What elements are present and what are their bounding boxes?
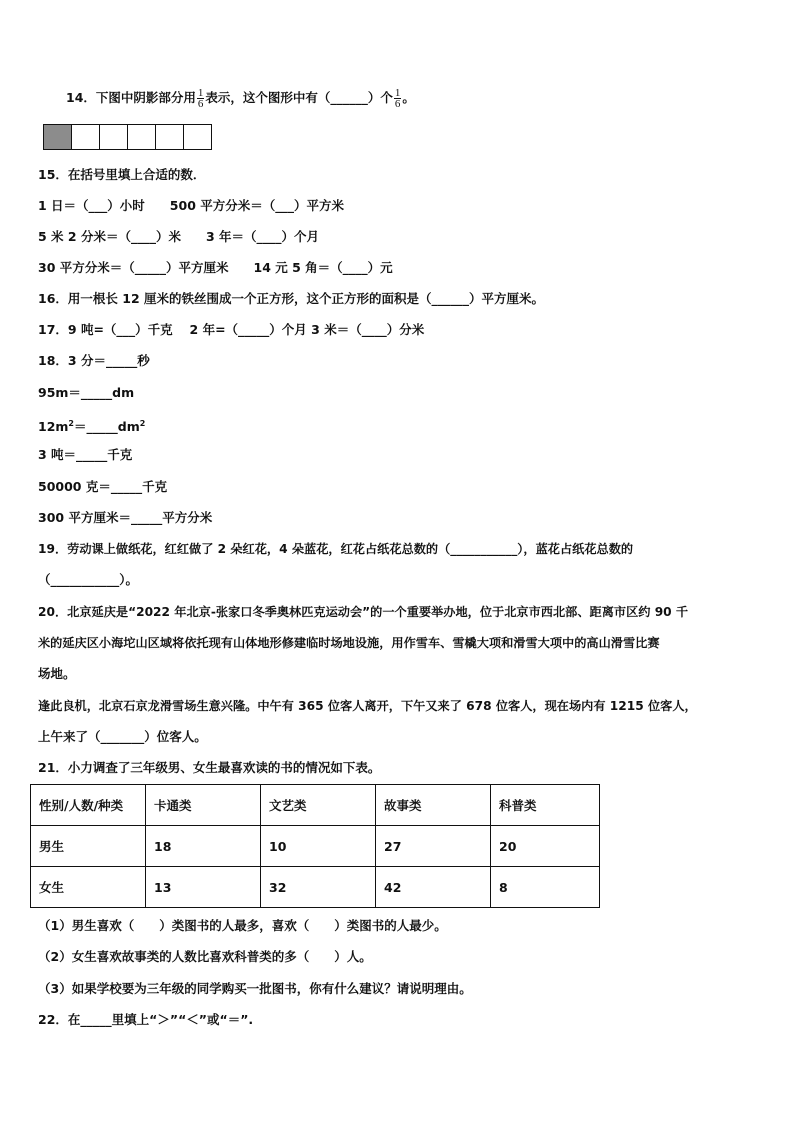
table-cell: 10 bbox=[261, 826, 376, 867]
blank-cell bbox=[71, 124, 100, 150]
book-survey-table bbox=[30, 784, 600, 908]
question-21-title: 21．小力调查了三年级男、女生最喜欢读的书的情况如下表。 bbox=[38, 760, 381, 775]
question-18-line-1: 18．3 分＝_____秒 bbox=[38, 353, 150, 368]
question-18-line-2: 95m＝_____dm bbox=[38, 385, 135, 400]
question-18-line-3: $12m^2=\_\_\_\_\_dm^2$ bbox=[38, 419, 146, 435]
table-header-cell: 故事类 bbox=[376, 785, 491, 826]
blank-cell bbox=[127, 124, 156, 150]
question-19-line-2: （___________）。 bbox=[38, 572, 139, 587]
question-19-line-1: 19．劳动课上做纸花，红红做了 2 朵红花，4 朵蓝花，红花占纸花总数的（___________），蓝花占纸花总数的 bbox=[38, 542, 634, 556]
superscript-2: 2 bbox=[139, 419, 146, 428]
question-18-line-4: 3 吨＝_____千克 bbox=[38, 447, 133, 462]
question-20-line-2: 米的延庆区小海坨山区域将依托现有山体地形修建临时场地设施，用作雪车、雪橇大项和滑雪大项中的高山滑雪比赛 bbox=[38, 636, 660, 650]
question-18-line-5: 50000 克＝_____千克 bbox=[38, 479, 168, 494]
question-14 bbox=[66, 88, 415, 109]
question-16: 16．用一根长 12 厘米的铁丝围成一个正方形，这个正方形的面积是（______）平方厘米。 bbox=[38, 291, 544, 306]
question-21-sub-2: （2）女生喜欢故事类的人数比喜欢科普类的多（ ）人。 bbox=[38, 949, 372, 964]
table-row bbox=[31, 826, 600, 867]
question-20-line-5: 上午来了（_______）位客人。 bbox=[38, 729, 207, 744]
table-header-row bbox=[31, 785, 600, 826]
question-21-sub-1: （1）男生喜欢（ ）类图书的人最多，喜欢（ ）类图书的人最少。 bbox=[38, 918, 447, 933]
question-17: 17．9 吨=（___）千克 2 年=（_____）个月 3 米＝（____）分米 bbox=[38, 322, 425, 337]
table-cell: 18 bbox=[146, 826, 261, 867]
fraction-one-sixth-2: $\frac{1}{6}$ bbox=[394, 87, 401, 110]
blank-cell bbox=[155, 124, 184, 150]
question-21-sub-3: （3）如果学校要为三年级的同学购买一批图书，你有什么建议？请说明理由。 bbox=[38, 981, 472, 996]
shaded-cell bbox=[43, 124, 72, 150]
fraction-one-sixth: $\frac{1}{6}$ bbox=[197, 87, 204, 110]
table-cell: 42 bbox=[376, 867, 491, 908]
table-header-cell: 文艺类 bbox=[261, 785, 376, 826]
table-cell: 8 bbox=[491, 867, 600, 908]
question-15-line-3: 30 平方分米＝（_____）平方厘米 14 元 5 角＝（____）元 bbox=[38, 260, 393, 275]
table-header-cell: 科普类 bbox=[491, 785, 600, 826]
question-20-line-3: 场地。 bbox=[38, 666, 76, 681]
table-row bbox=[31, 867, 600, 908]
table-header-cell: 性别/人数/种类 bbox=[31, 785, 146, 826]
superscript-2: 2 bbox=[68, 419, 74, 428]
table-cell: 27 bbox=[376, 826, 491, 867]
question-20-line-4: 逢此良机，北京石京龙滑雪场生意兴隆。中午有 365 位客人离开，下午又来了 678 位客人，现在场内有 1215 位客人， bbox=[38, 699, 697, 713]
question-15-line-1: 1 日＝（___）小时 500 平方分米＝（___）平方米 bbox=[38, 198, 344, 213]
blank-cell bbox=[99, 124, 128, 150]
table-cell: 男生 bbox=[31, 826, 146, 867]
question-15-line-2: 5 米 2 分米＝（____）米 3 年＝（____）个月 bbox=[38, 229, 320, 244]
shaded-strip-figure bbox=[44, 124, 212, 150]
table-header-cell: 卡通类 bbox=[146, 785, 261, 826]
question-15-title: 15．在括号里填上合适的数． bbox=[38, 167, 206, 182]
blank-cell bbox=[183, 124, 212, 150]
table-cell: 32 bbox=[261, 867, 376, 908]
table-cell: 13 bbox=[146, 867, 261, 908]
table-cell: 20 bbox=[491, 826, 600, 867]
question-18-line-6: 300 平方厘米＝_____平方分米 bbox=[38, 510, 213, 525]
q14-text-a: 14．下图中阴影部分用 bbox=[66, 90, 196, 105]
table-cell: 女生 bbox=[31, 867, 146, 908]
question-22: 22．在_____里填上“＞”“＜”或“＝”. bbox=[38, 1012, 254, 1027]
q14-text-c: 。 bbox=[402, 90, 415, 105]
question-20-line-1: 20．北京延庆是“2022 年北京-张家口冬季奥林匹克运动会”的一个重要举办地，位于北京市西北部、距离市区约 90 千 bbox=[38, 605, 689, 619]
q14-text-b: 表示，这个图形中有（______）个 bbox=[205, 90, 393, 105]
